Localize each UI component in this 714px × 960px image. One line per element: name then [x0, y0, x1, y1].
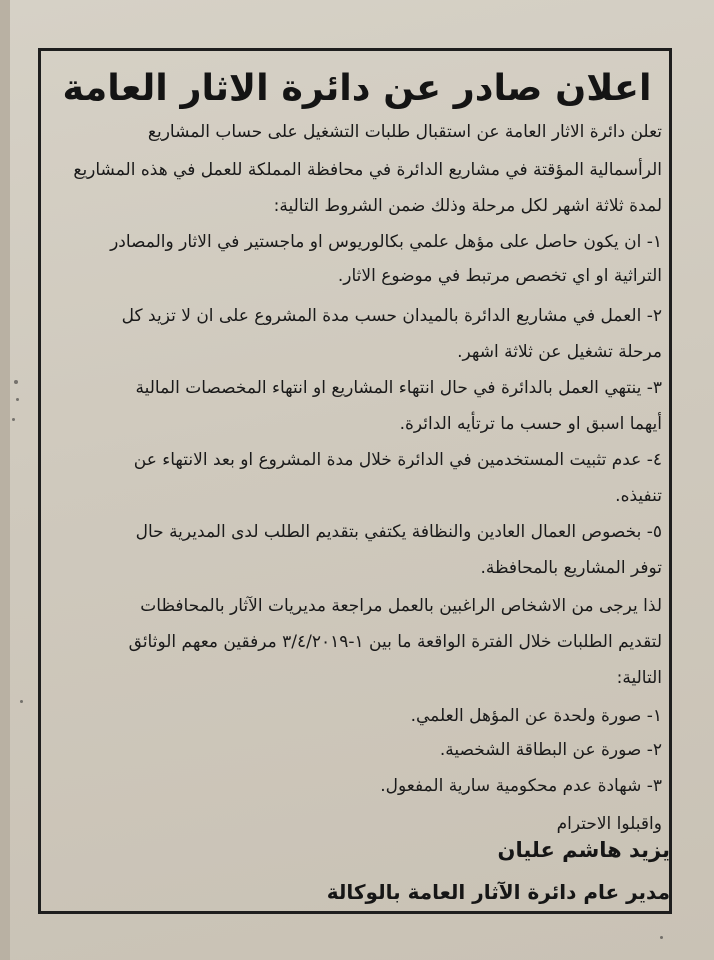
- instruction-line-3: التالية:: [616, 668, 662, 688]
- condition-4-line-1: ٤- عدم تثبيت المستخدمين في الدائرة خلال مدة المشروع او بعد الانتهاء عن: [133, 450, 662, 470]
- body-line-3: لمدة ثلاثة اشهر لكل مرحلة وذلك ضمن الشروط التالية:: [273, 196, 662, 216]
- signatory-name: يزيد هاشم عليان: [497, 838, 670, 862]
- body-line-2: الرأسمالية المؤقتة في مشاريع الدائرة في محافظة المملكة للعمل في هذه المشاريع: [73, 160, 662, 180]
- condition-5-line-2: توفر المشاريع بالمحافظة.: [480, 558, 662, 578]
- paper-speck: [20, 700, 23, 703]
- condition-4-line-2: تنفيذه.: [615, 486, 662, 506]
- condition-2-line-1: ٢- العمل في مشاريع الدائرة بالميدان حسب مدة المشروع على ان لا تزيد كل: [121, 306, 662, 326]
- document-item-2: ٢- صورة عن البطاقة الشخصية.: [439, 740, 662, 760]
- notice-body: [52, 0, 662, 960]
- condition-3-line-1: ٣- ينتهي العمل بالدائرة في حال انتهاء المشاريع او انتهاء المخصصات المالية: [135, 378, 662, 398]
- closing-line: واقبلوا الاحترام: [556, 814, 662, 834]
- paper-speck: [12, 418, 15, 421]
- signatory-title: مدير عام دائرة الآثار العامة بالوكالة: [326, 880, 670, 904]
- condition-1-line-1: ١- ان يكون حاصل على مؤهل علمي بكالوريوس او ماجستير في الاثار والمصادر: [110, 232, 662, 252]
- condition-5-line-1: ٥- بخصوص العمال العادين والنظافة يكتفي بتقديم الطلب لدى المديرية حال: [135, 522, 662, 542]
- condition-3-line-2: أيهما اسبق او حسب ما ترتأيه الدائرة.: [399, 414, 662, 434]
- paper-speck: [16, 398, 19, 401]
- paper-speck: [660, 936, 663, 939]
- condition-2-line-2: مرحلة تشغيل عن ثلاثة اشهر.: [457, 342, 662, 362]
- paper-speck: [14, 380, 18, 384]
- notice-title: اعلان صادر عن دائرة الاثار العامة: [62, 66, 652, 109]
- instruction-line-1: لذا يرجى من الاشخاص الراغبين بالعمل مراجعة مديريات الآثار بالمحافظات: [140, 596, 662, 616]
- instruction-line-2: لتقديم الطلبات خلال الفترة الواقعة ما بين ١-٣/٤/٢٠١٩ مرفقين معهم الوثائق: [128, 632, 662, 652]
- document-item-3: ٣- شهادة عدم محكومية سارية المفعول.: [380, 776, 662, 796]
- body-line-1: تعلن دائرة الاثار العامة عن استقبال طلبات التشغيل على حساب المشاريع: [147, 122, 662, 142]
- document-item-1: ١- صورة ولحدة عن المؤهل العلمي.: [410, 706, 662, 726]
- condition-1-line-2: التراثية او اي تخصص مرتبط في موضوع الاثار.: [337, 266, 662, 286]
